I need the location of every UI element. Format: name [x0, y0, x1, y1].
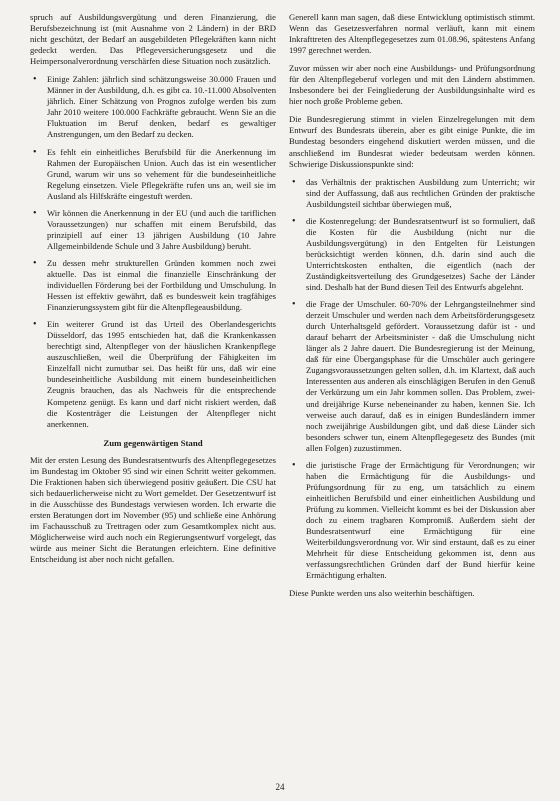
closing-paragraph: Diese Punkte werden uns also weiterhin beschäftigen.: [289, 588, 475, 599]
list-item: • das Verhältnis der praktischen Ausbildung zum Unterricht; wir sind der Auffassung, daß aus rechtlichen Gründen der praktische Ausbildungsteil sichtbar überwiegen muß,: [289, 177, 535, 210]
list-item: • Zu dessen mehr strukturellen Gründen kommen noch zwei aktuelle. Das ist einmal die finanzielle Einschränkung der individuellen Förderung bei der Fortbildung und Umschulung. In Hessen ist effektiv gewährt, daß es bundesweit kein tragfähiges Finanzierungssystem gibt für die Altenpflegeausbildung.: [30, 258, 276, 313]
section-heading: Zum gegenwärtigen Stand: [103, 437, 203, 448]
list-item: • die Frage der Umschuler. 60-70% der Lehrgangsteilnehmer sind derzeit Umschuler und werden nach dem Arbeitsförderungsgesetz durch Unterhaltsgeld gefördert. Voraussetzung dafür ist - und darauf beharrt der Arbeitsminister - daß die Umschulung nicht länger als 2 Jahre dauert. Die Bundesregierung ist der Meinung, daß für eine Übergangsphase für die Umschüler auch geringere Zugangsvoraussetzungen gelten sollen, d.h. im Klartext, daß auch Interessenten aus anderen als einschlägigen Berufen in den Genuß der Verkürzung um ein Jahr kommen sollen. Das Problem, zwei- und dreijährige Kurse nebeneinander zu haben, kennen Sie. Ich verweise auch darauf, daß es in einigen Bundesländern immer noch zweijährige Ausbildungen gibt, und daß diese Länder sich besonders schwer tun, einem Altenpflegegesetz des Bundes (mit allen Folgen) zuzustimmen.: [289, 299, 535, 454]
page-number: 24: [275, 782, 285, 792]
paragraph: Generell kann man sagen, daß diese Entwicklung optimistisch stimmt. Wenn das Gesetzesverfahren normal verläuft, kann mit einem Inkrafttreten des Altenpflegegesetzes zum 01.08.96, spätestens Anfang 1997 gerechnet werden.: [289, 12, 535, 56]
right-column: [289, 12, 535, 606]
list-item: • Einige Zahlen: jährlich sind schätzungsweise 30.000 Frauen und Männer in der Ausbildung, d.h. es gibt ca. 10.-11.000 Absolventen jährlich. Einer Schätzung von Prognos zufolge werden bis zum Jahr 2010 weitere 100.000 Fachkräfte gebraucht. Wenn Sie an die Fluktuation im Beruf denken, bedarf es gewaltiger Anstrengungen, um den Bedarf zu decken.: [30, 74, 276, 140]
list-item: • Es fehlt ein einheitliches Berufsbild für die Anerkennung im Rahmen der Europäischen Union. Auch das ist ein wesentlicher Grund, warum wir uns so vehement für die bundeseinheitliche Regelung einsetzen. Viele Pflegekräfte rufen uns an, weil sie im Ausland als Hilfskräfte eingestuft werden.: [30, 147, 276, 202]
list-item: • die juristische Frage der Ermächtigung für Verordnungen; wir haben die Ermächtigung für die Ausbildungs- und Prüfungsordnung für zu eng, um tatsächlich zu einem einheitlichen Berufsbild und einer einheitlichen Ausbildung und Prüfung zu kommen. Vielleicht kommt es bei der Diskussion aber doch zu einem tragbaren Kompromiß. Außerdem sieht der Bundesratsentwurf eine Ermächtigung für eine Weiterbildungsverordnung vor. Wir sind erstaunt, daß es zu einer Mehrheit für diese Entscheidung gekommen ist, denn aus verfassungsrechtlichen Gründen darf der Bund hierfür keine Ermächtigung erhalten.: [289, 460, 535, 582]
closing-paragraph: Mit der ersten Lesung des Bundesratsentwurfs des Altenpflegegesetzes im Bundestag im Oktober 95 sind wir einen Schritt weiter gekommen. Die Fraktionen haben sich überwiegend positiv geäußert. Die CSU hat sich bedauerlicherweise nicht zu Wort gemeldet. Der Gesetzentwurf ist in die Ausschüsse des Bundestags verwiesen worden. Ich erwarte die ersten Beratungen dort im November (95) und schließe eine Anhörung im Fachausschuß zu Trettragen oder zum Gesamtkomplex nicht aus. Möglicherweise wird auch noch ein Regierungsentwurf vorgelegt, das würde aus meiner Sicht die Beratungen erleichtern. Eine definitive Entscheidung ist aber noch nicht gefallen.: [30, 454, 276, 565]
list-item: • die Kostenregelung: der Bundesratsentwurf ist so formuliert, daß die Kosten für die Ausbildung (nicht nur die Ausbildungsvergütung) in den Entgelten für Leistungen berücksichtigt werden können, d.h. darin sind auch die Unterrichtskosten enthalten, die eigentlich (nach der Zuständigkeitsverteilung des Grundgesetzes) Sache der Länder sind. Deshalb hat der Bund diesen Teil des Entwurfs abgelehnt.: [289, 216, 535, 293]
left-column: [30, 12, 276, 572]
paragraph: Die Bundesregierung stimmt in vielen Einzelregelungen mit dem Entwurf des Bundesrats überein, aber es gibt einige Punkte, die im Bundestag besonders eingehend diskutiert werden müssen, und die anschließend im Bundesrat wieder bedeutsam werden können. Schwierige Diskussionspunkte sind:: [289, 114, 535, 169]
paragraph: Zuvor müssen wir aber noch eine Ausbildungs- und Prüfungsordnung für den Altenpflegeberuf vorlegen und mit den Ländern abstimmen. Insbesondere bei der Feingliederung der Ausbildungsinhalte wird es hier noch große Probleme geben.: [289, 63, 535, 107]
intro-paragraph: spruch auf Ausbildungsvergütung und deren Finanzierung, die Berufsbezeichnung ist (mit Ausnahme von 2 Ländern) in der BRD nicht geschützt, der Bedarf an ausgebildeten Pflegekräften kann nicht gedeckt werden. Das Pflegeversicherungsgesetz und die Heimpersonalverordnung verschärfen diese Situation noch zusätzlich.: [30, 12, 276, 67]
left-bullet-list: [30, 74, 276, 429]
list-item: • Wir können die Anerkennung in der EU (und auch die tariflichen Voraussetzungen) nur schaffen mit einem Berufsbild, das prinzipiell auf einer 13 jährigen Ausbildung (10 Jahre Allgemeinbildende Schule und 3 Jahre Ausbildung) beruht.: [30, 208, 276, 252]
right-bullet-list: [289, 177, 535, 582]
list-item: • Ein weiterer Grund ist das Urteil des Oberlandesgerichts Düsseldorf, das 1995 entschieden hat, daß die Krankenkassen berechtigt sind, Altenpfleger von der häuslichen Krankenpflege auszuschließen, weil die Überprüfung der Fähigkeiten im Einzelfall nicht zumutbar sei. Das heißt für uns, daß wir eine bundeseinheitliche Ausbildung mit einem bundeseinheitlichen Zeugnis brauchen, das als Nachweis für die entsprechende Kompetenz genügt. Es kann und darf nicht riskiert werden, daß die Kostenträger die Leistungen der Altenpfleger nicht anerkennen.: [30, 319, 276, 429]
